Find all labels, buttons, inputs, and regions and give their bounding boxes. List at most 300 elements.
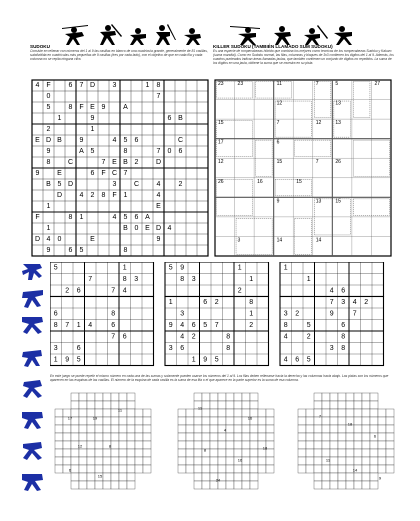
- kakuro-middle-cell: [250, 449, 258, 457]
- kakuro-right-cell: [338, 441, 346, 449]
- kakuro-left-cell: [95, 481, 103, 489]
- kakuro-left-cell: [135, 425, 143, 433]
- sudoku-cell: 6: [68, 247, 73, 254]
- kakuro-middle-cell: [234, 473, 242, 481]
- kakuro-clue: 17: [67, 415, 73, 421]
- kakuro-left-cell: [87, 425, 95, 433]
- samurai-area: [50, 262, 396, 372]
- sudoku-cell: B: [57, 137, 62, 144]
- kakuro-middle-cell: [194, 417, 202, 425]
- kakuro-middle-cell: [218, 449, 226, 457]
- kakuro-right-cell: [314, 457, 322, 465]
- kakuro-left-cell: [55, 409, 63, 417]
- sudoku-cell: E: [57, 170, 62, 177]
- sudoku-cell: 8: [123, 148, 128, 155]
- kakuro-clue: 16: [237, 457, 243, 463]
- samurai-top-cell: 2: [65, 287, 70, 295]
- samurai-left-cell: 5: [76, 356, 81, 364]
- kakuro-right-cell: [330, 409, 338, 417]
- samurai-top-cell: 1: [122, 264, 127, 272]
- kakuro-right-cell: [338, 481, 346, 489]
- kakuro-right-cell: [354, 449, 362, 457]
- kakuro-middle-cell: [202, 401, 210, 409]
- sudoku-cell: 8: [46, 159, 51, 166]
- kakuro-middle-cell: [194, 457, 202, 465]
- kakuro-left-cell: [127, 449, 135, 457]
- sudoku-cell: D: [155, 225, 162, 232]
- kakuro-right-cell: [378, 409, 386, 417]
- kakuro-middle-cell: [202, 409, 210, 417]
- sudoku-cell: 6: [90, 170, 95, 177]
- sudoku-cell: 8: [68, 104, 73, 111]
- kakuro-left-cell: [127, 433, 135, 441]
- kakuro-middle-cell: [202, 425, 210, 433]
- samurai-mid-cell: 8: [226, 333, 231, 341]
- kakuro-left-cell: [63, 441, 71, 449]
- sudoku-cell: F: [79, 104, 84, 111]
- kakuro-right-cell: [370, 481, 378, 489]
- kakuro-left-cell: [87, 481, 95, 489]
- kakuro-right-cell: [298, 449, 306, 457]
- samurai-left-cell: 6: [122, 333, 127, 341]
- kakuro-middle-cell: [210, 465, 218, 473]
- kakuro-middle-cell: [226, 409, 234, 417]
- killer-cage-sum: 26: [335, 159, 341, 166]
- sudoku-cell: D: [67, 181, 74, 188]
- ninja-silhouettes-icon: [60, 22, 360, 46]
- sudoku-cell: E: [145, 225, 150, 232]
- samurai-top-cell: 3: [134, 275, 139, 283]
- kakuro-middle-cell: [210, 441, 218, 449]
- kakuro-right-cell: [362, 449, 370, 457]
- kakuro-right-cell: [354, 433, 362, 441]
- kakuro-right-cell: [314, 401, 322, 409]
- samurai-mid-cell: 9: [180, 264, 185, 272]
- kakuro-left-cell: [103, 449, 111, 457]
- kakuro-left-cell: [95, 393, 103, 401]
- kakuro-left-cell: [55, 425, 63, 433]
- kakuro-middle-cell: [186, 441, 194, 449]
- samurai-left-cell: 1: [76, 321, 81, 329]
- samurai-right-cell: 4: [329, 287, 334, 295]
- sudoku-cell: 0: [167, 148, 172, 155]
- kakuro-right-cell: [338, 473, 346, 481]
- kakuro-left-cell: [119, 465, 127, 473]
- kakuro-left-cell: [143, 457, 151, 465]
- sudoku-cell: 4: [79, 192, 84, 199]
- kakuro-right-cell: [322, 481, 330, 489]
- kakuro-middle-cell: [226, 433, 234, 441]
- kakuro-right-cell: [298, 409, 306, 417]
- kakuro-right-cell: [338, 417, 346, 425]
- samurai-top-cell: 5: [53, 264, 58, 272]
- kakuro-right-cell: [330, 417, 338, 425]
- samurai-top-cell: 4: [122, 287, 127, 295]
- samurai-right-cell: 1: [283, 264, 288, 272]
- kakuro-middle-cell: [218, 409, 226, 417]
- kakuro-left-cell: [111, 449, 119, 457]
- sudoku-cell: 6: [167, 115, 172, 122]
- samurai-mid-cell: 9: [168, 321, 173, 329]
- kakuro-middle-cell: [226, 457, 234, 465]
- kakuro-middle-cell: [210, 425, 218, 433]
- killer-cage-sum: 15: [296, 178, 302, 185]
- kakuro-right-cell: [314, 393, 322, 401]
- kakuro-right-cell: [338, 401, 346, 409]
- kakuro-right-cell: [378, 449, 386, 457]
- kakuro-right-cell: [298, 441, 306, 449]
- kakuro-left-cell: [143, 465, 151, 473]
- kakuro-left-cell: [143, 449, 151, 457]
- killer-title: KILLER SUDOKU (TAMBIÉN LLAMADO SUM SUDOKU): [213, 44, 333, 49]
- kakuro-clue: 18: [262, 445, 268, 451]
- kakuro-section: [50, 374, 396, 382]
- kakuro-left-cell: [103, 473, 111, 481]
- samurai-left-cell: 8: [53, 321, 58, 329]
- kakuro-middle-cell: [186, 449, 194, 457]
- killer-cage-sum: 16: [257, 178, 263, 185]
- kakuro-middle-cell: [226, 417, 234, 425]
- kakuro-middle-cell: [202, 457, 210, 465]
- kakuro-right-cell: [330, 465, 338, 473]
- kakuro-left-cell: [79, 417, 87, 425]
- kakuro-left-cell: [87, 449, 95, 457]
- samurai-left-cell: 7: [65, 321, 70, 329]
- samurai-mid-cell: 1: [191, 356, 196, 364]
- killer-cage-sum: 26: [218, 178, 224, 185]
- kakuro-left-cell: [55, 417, 63, 425]
- killer-cage-sum: 12: [315, 120, 322, 127]
- kakuro-right-cell: [346, 393, 354, 401]
- kakuro-right-cell: [362, 473, 370, 481]
- kakuro-left-cell: [95, 457, 103, 465]
- kakuro-right-cell: [362, 465, 370, 473]
- killer-cage-sum: 7: [315, 159, 319, 166]
- kakuro-left-cell: [71, 473, 79, 481]
- kakuro-clue: 15: [97, 473, 103, 479]
- kakuro-right-cell: [306, 449, 314, 457]
- kakuro-right-cell: [386, 409, 394, 417]
- killer-cage-sum: 15: [218, 120, 224, 127]
- kakuro-left-cell: [55, 465, 63, 473]
- samurai-mid-cell: 4: [180, 333, 185, 341]
- samurai-mid-cell: 2: [237, 287, 242, 295]
- samurai-top-cell: 6: [76, 287, 81, 295]
- kakuro-left-cell: [135, 417, 143, 425]
- kakuro-left-cell: [143, 409, 151, 417]
- blue-ninja-icon: [20, 262, 46, 502]
- kakuro-left-cell: [143, 417, 151, 425]
- kakuro-right-cell: [330, 441, 338, 449]
- kakuro-middle-cell: [242, 433, 250, 441]
- killer-cage-sum: 5: [335, 81, 339, 87]
- samurai-mid-cell: 1: [168, 298, 173, 306]
- kakuro-right-cell: [330, 457, 338, 465]
- kakuro-right-cell: [346, 409, 354, 417]
- kakuro-left-cell: [119, 433, 127, 441]
- kakuro-middle-cell: [258, 465, 266, 473]
- killer-cage-sum: 15: [276, 159, 283, 166]
- samurai-mid-cell: 6: [203, 298, 208, 306]
- samurai-right-cell: 8: [283, 321, 288, 329]
- kakuro-right-cell: [354, 473, 362, 481]
- kakuro-right-cell: [298, 425, 306, 433]
- sudoku-cell: 7: [101, 159, 106, 166]
- kakuro-right-cell: [354, 417, 362, 425]
- kakuro-left-cell: [71, 393, 79, 401]
- sudoku-cell: 2: [46, 126, 51, 133]
- kakuro-clue: 4: [223, 427, 227, 433]
- kakuro-clue: 11: [197, 405, 203, 411]
- sudoku-cell: A: [79, 148, 84, 155]
- kakuro-right-cell: [298, 465, 306, 473]
- kakuro-middle-cell: [186, 417, 194, 425]
- kakuro-middle-cell: [266, 409, 274, 417]
- kakuro-left-cell: [127, 401, 135, 409]
- samurai-left-cell: 9: [65, 356, 70, 364]
- kakuro-left-cell: [63, 425, 71, 433]
- kakuro-right-cell: [330, 473, 338, 481]
- kakuro-left-cell: [135, 409, 143, 417]
- kakuro-clue: 12: [77, 443, 83, 449]
- kakuro-right-cell: [330, 433, 338, 441]
- sudoku-cell: 0: [46, 93, 51, 100]
- kakuro-left-cell: [71, 401, 79, 409]
- kakuro-middle-cell: [226, 441, 234, 449]
- sudoku-cell: 9: [35, 170, 40, 177]
- kakuro-left-cell: [87, 433, 95, 441]
- kakuro-left-cell: [71, 449, 79, 457]
- samurai-right-cell: 4: [352, 298, 357, 306]
- sudoku-cell: C: [67, 159, 74, 166]
- kakuro-right-cell: [354, 481, 362, 489]
- kakuro-middle-cell: [234, 433, 242, 441]
- sudoku-cell: 4: [112, 214, 117, 221]
- kakuro-left-cell: [71, 481, 79, 489]
- kakuro-middle-cell: [226, 481, 234, 489]
- kakuro-right-cell: [370, 417, 378, 425]
- kakuro-left-cell: [111, 393, 119, 401]
- kakuro-clue: 7: [318, 413, 322, 419]
- kakuro-right-cell: [370, 425, 378, 433]
- kakuro-clue: 6: [68, 467, 72, 473]
- sudoku-cell: 4: [167, 225, 172, 232]
- kakuro-middle-cell: [186, 425, 194, 433]
- kakuro-right-cell: [330, 449, 338, 457]
- kakuro-middle-cell: [234, 409, 242, 417]
- kakuro-middle-cell: [194, 425, 202, 433]
- kakuro-area: [50, 388, 396, 498]
- kakuro-middle-cell: [178, 449, 186, 457]
- kakuro-middle-cell: [258, 417, 266, 425]
- kakuro-clue: 18: [347, 421, 353, 427]
- kakuro-right-cell: [314, 425, 322, 433]
- sudoku-board: [30, 78, 210, 258]
- kakuro-middle-cell: [178, 441, 186, 449]
- kakuro-middle-cell: [234, 465, 242, 473]
- kakuro-middle-cell: [194, 433, 202, 441]
- kakuro-right-cell: [370, 401, 378, 409]
- sudoku-cell: 6: [134, 214, 139, 221]
- kakuro-right-cell: [322, 401, 330, 409]
- killer-description: Es una especie de rompecabezas híbrido que combina los mejores como tecnicas de los rompecabezas Sudoku y Kakuro (suma mundial). Como en Sudoku normal, las filas, columnas y bloques de 3x3 contienen los dígitos del 1 al 9. Además, los cuadros punteados indican áreas llamadas jaulas, que también contienen un conjunto de dígitos no repetidos. La suma de los dígitos en una jaula, obtiene la suma que se muestra en su pista.: [213, 49, 394, 65]
- kakuro-left-cell: [127, 473, 135, 481]
- kakuro-right-cell: [306, 409, 314, 417]
- kakuro-middle-cell: [210, 417, 218, 425]
- kakuro-middle-cell: [194, 473, 202, 481]
- kakuro-left-cell: [103, 481, 111, 489]
- kakuro-middle-cell: [210, 433, 218, 441]
- sudoku-cell: 9: [79, 137, 84, 144]
- samurai-mid-cell: 1: [249, 275, 254, 283]
- kakuro-right-cell: [298, 457, 306, 465]
- killer-cage-sum: 12: [276, 100, 283, 107]
- kakuro-left-cell: [103, 465, 111, 473]
- kakuro-left-cell: [103, 401, 111, 409]
- kakuro-left-cell: [55, 457, 63, 465]
- kakuro-description: En este juego se puede repetir el mismo número en cada una de las sumas y solamente pueden usarse los números del 1 al 9. Los filas deben rellenarse hacia la derecha y las columnas hacia abajo. Las pistas son los números que aparecen en las esquinas de las casillas. El número de la esquina de cada casilla es la suma de esa fila o el que aparece en la parte superior es la suma de esa columna.: [50, 374, 389, 382]
- sudoku-cell: F: [35, 214, 40, 221]
- kakuro-right-cell: [322, 433, 330, 441]
- kakuro-right-cell: [386, 441, 394, 449]
- killer-cage-sum: 6: [276, 139, 280, 146]
- samurai-right-cell: 2: [306, 333, 311, 341]
- kakuro-right-cell: [306, 441, 314, 449]
- kakuro-right-cell: [362, 401, 370, 409]
- sudoku-cell: 9: [46, 148, 51, 155]
- kakuro-right-cell: [298, 417, 306, 425]
- sudoku-cell: 6: [134, 137, 139, 144]
- kakuro-clue: 16: [247, 415, 253, 421]
- kakuro-right-cell: [378, 441, 386, 449]
- samurai-top-cell: 7: [88, 275, 93, 283]
- kakuro-middle-cell: [202, 465, 210, 473]
- sudoku-cell: C: [133, 181, 140, 188]
- sudoku-cell: 5: [123, 137, 128, 144]
- kakuro-middle-cell: [178, 409, 186, 417]
- kakuro-middle-cell: [194, 441, 202, 449]
- blue-ninja-column: [20, 262, 46, 502]
- sudoku-cell: B: [123, 225, 128, 232]
- kakuro-right-cell: [386, 449, 394, 457]
- kakuro-middle-cell: [242, 465, 250, 473]
- sudoku-cell: 2: [178, 181, 183, 188]
- sudoku-cell: 4: [46, 236, 51, 243]
- kakuro-middle-cell: [250, 425, 258, 433]
- kakuro-middle-cell: [266, 457, 274, 465]
- kakuro-right-cell: [386, 465, 394, 473]
- kakuro-left-cell: [55, 433, 63, 441]
- sudoku-cell: 5: [46, 104, 51, 111]
- kakuro-clue: 24: [215, 477, 221, 483]
- samurai-mid-cell: 4: [180, 321, 185, 329]
- samurai-top-cell: 8: [122, 275, 127, 283]
- kakuro-right-cell: [314, 449, 322, 457]
- kakuro-left-cell: [95, 433, 103, 441]
- kakuro-right-cell: [370, 449, 378, 457]
- kakuro-right-cell: [330, 401, 338, 409]
- sudoku-cell: E: [35, 137, 40, 144]
- samurai-mid-cell: 7: [214, 321, 219, 329]
- kakuro-right-cell: [362, 425, 370, 433]
- kakuro-left-cell: [127, 425, 135, 433]
- kakuro-left-cell: [135, 449, 143, 457]
- killer-section: [213, 44, 395, 65]
- kakuro-middle-cell: [178, 433, 186, 441]
- kakuro-right-cell: [378, 417, 386, 425]
- kakuro-left-cell: [143, 441, 151, 449]
- sudoku-cell: C: [111, 170, 118, 177]
- samurai-board: [50, 262, 396, 372]
- kakuro-left-cell: [119, 473, 127, 481]
- samurai-mid-cell: 8: [226, 344, 231, 352]
- sudoku-cell: D: [56, 192, 63, 199]
- kakuro-middle-cell: [250, 441, 258, 449]
- kakuro-middle-cell: [234, 417, 242, 425]
- sudoku-cell: C: [177, 137, 184, 144]
- sudoku-cell: 7: [156, 148, 161, 155]
- killer-cage-sum: 12: [218, 159, 224, 166]
- kakuro-middle-cell: [234, 393, 242, 401]
- kakuro-middle-cell: [194, 393, 202, 401]
- kakuro-left-cell: [127, 481, 135, 489]
- killer-cage-sum: 13: [315, 198, 322, 205]
- kakuro-middle-cell: [234, 401, 242, 409]
- ninja-banner: [60, 22, 360, 46]
- samurai-right-cell: 1: [306, 275, 311, 283]
- kakuro-left-cell: [87, 441, 95, 449]
- kakuro-left-cell: [79, 401, 87, 409]
- kakuro-left-cell: [79, 473, 87, 481]
- kakuro-right-cell: [298, 433, 306, 441]
- kakuro-right-cell: [338, 409, 346, 417]
- kakuro-middle-cell: [210, 393, 218, 401]
- kakuro-right-cell: [306, 433, 314, 441]
- samurai-mid-cell: 5: [168, 264, 173, 272]
- kakuro-right-cell: [370, 441, 378, 449]
- samurai-right-cell: 8: [341, 344, 346, 352]
- kakuro-left-cell: [111, 433, 119, 441]
- kakuro-left-cell: [55, 449, 63, 457]
- kakuro-right-cell: [330, 393, 338, 401]
- samurai-mid-cell: 2: [249, 321, 254, 329]
- kakuro-left-cell: [103, 457, 111, 465]
- killer-cage-sum: 7: [276, 120, 280, 127]
- kakuro-right-cell: [322, 441, 330, 449]
- kakuro-middle-cell: [194, 449, 202, 457]
- sudoku-cell: 8: [156, 82, 161, 89]
- sudoku-grid: [30, 78, 210, 258]
- samurai-mid-cell: 1: [249, 310, 254, 318]
- kakuro-middle-cell: [202, 417, 210, 425]
- samurai-right-cell: 5: [306, 356, 311, 364]
- kakuro-left-cell: [95, 425, 103, 433]
- kakuro-left-cell: [63, 449, 71, 457]
- kakuro-right-cell: [306, 425, 314, 433]
- kakuro-right-cell: [346, 449, 354, 457]
- kakuro-clue: 11: [117, 407, 123, 413]
- sudoku-cell: 5: [123, 214, 128, 221]
- samurai-left-cell: 6: [111, 321, 116, 329]
- samurai-right-cell: 3: [283, 310, 288, 318]
- kakuro-middle-cell: [226, 401, 234, 409]
- kakuro-middle-cell: [178, 457, 186, 465]
- sudoku-cell: D: [89, 82, 96, 89]
- sudoku-cell: 3: [112, 82, 117, 89]
- sudoku-cell: E: [156, 203, 161, 210]
- kakuro-right-cell: [362, 481, 370, 489]
- kakuro-middle-cell: [266, 433, 274, 441]
